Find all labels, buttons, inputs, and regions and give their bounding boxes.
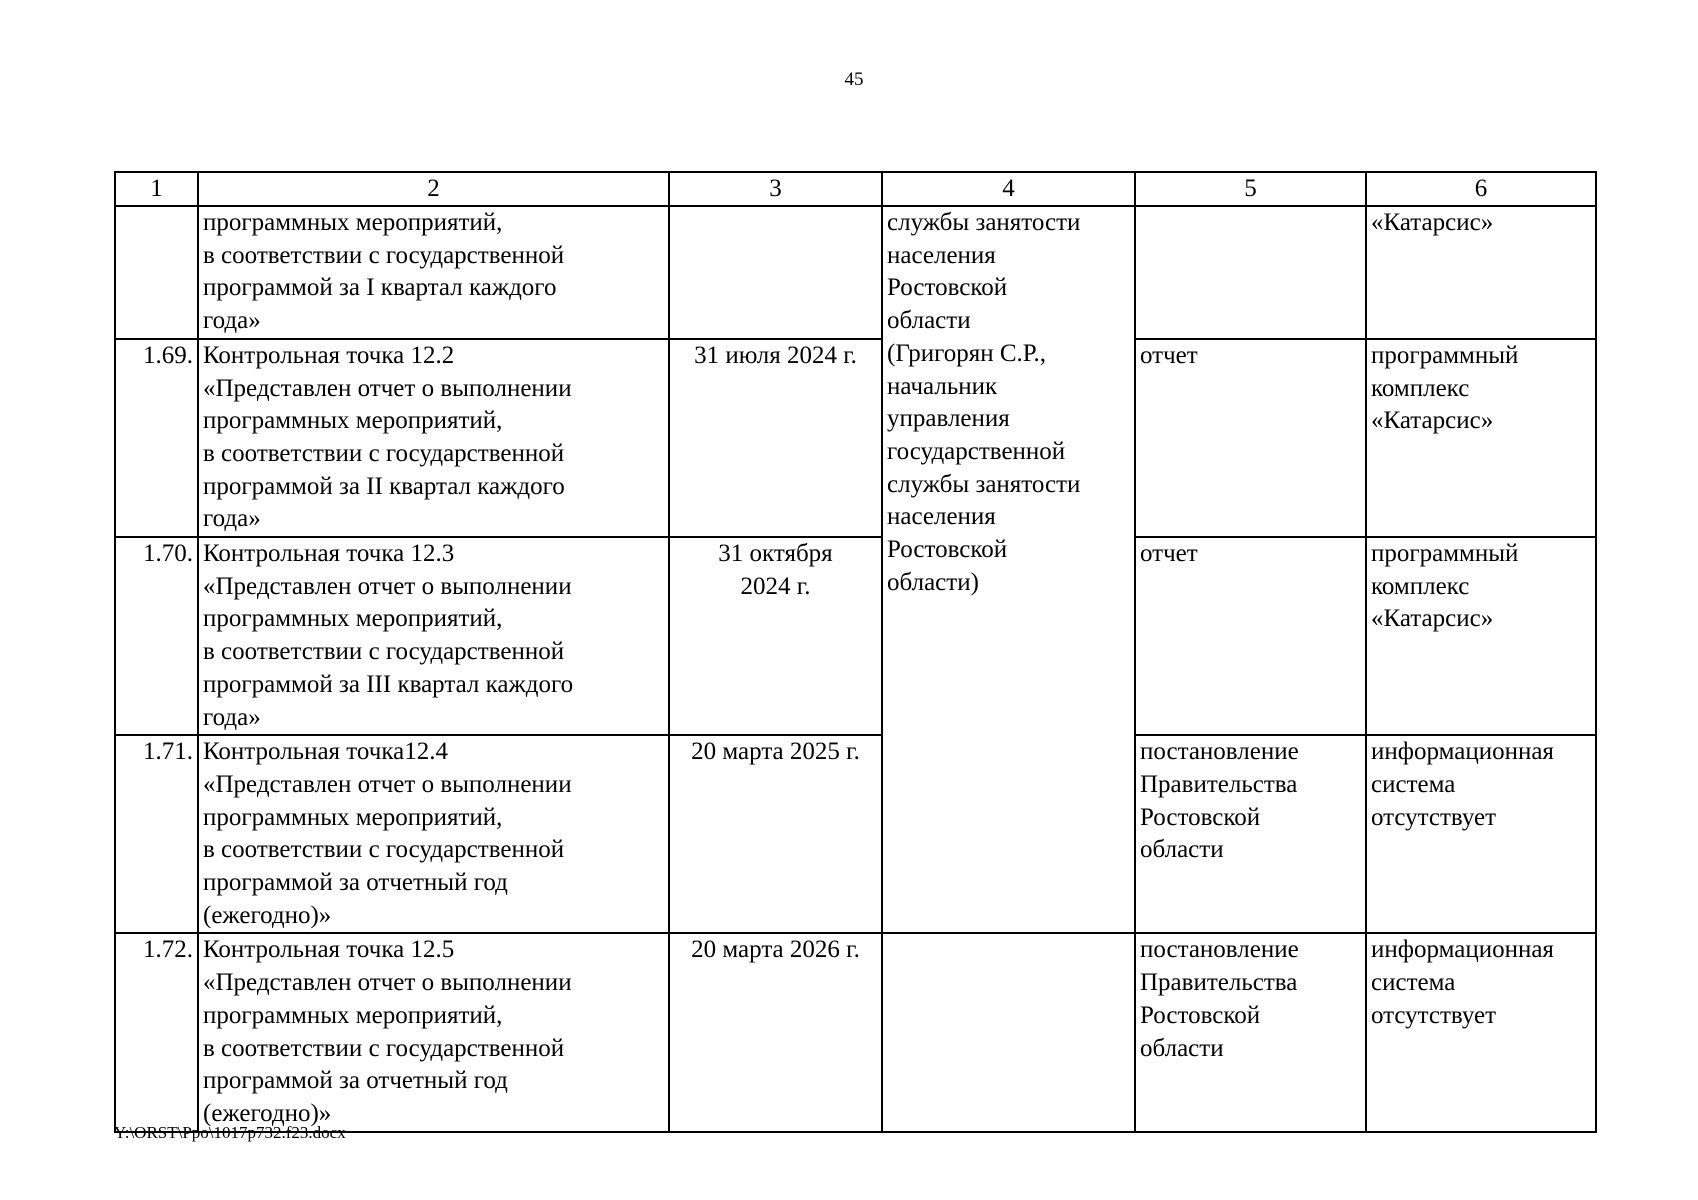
column-header: 3 xyxy=(669,172,882,206)
text-line: в соответствии с государственной xyxy=(203,439,565,467)
text-line: отчет xyxy=(1140,540,1198,568)
row-number-cell: 1.69. xyxy=(115,339,198,537)
text-line: комплекс xyxy=(1371,374,1470,402)
text-line: Ростовской xyxy=(887,536,1008,564)
information-system-cell xyxy=(1366,933,1596,1131)
row-number-cell xyxy=(115,206,198,339)
control-points-table xyxy=(114,171,1597,1133)
table-row xyxy=(115,735,1596,933)
text-line: Правительства xyxy=(1140,770,1298,798)
text-line: «Представлен отчет о выполнении xyxy=(203,770,572,798)
text-line: 2024 г. xyxy=(740,572,811,600)
date-cell xyxy=(669,933,882,1131)
information-system-cell xyxy=(1366,339,1596,537)
table-row xyxy=(115,339,1596,537)
text-line: 20 марта 2026 г. xyxy=(691,936,860,964)
text-line: программой за I квартал каждого xyxy=(203,274,557,302)
text-line: 31 октября xyxy=(718,540,833,568)
text-line: программой за II квартал каждого xyxy=(203,472,565,500)
text-line: 20 марта 2025 г. xyxy=(691,738,860,766)
event-description-cell xyxy=(198,933,669,1131)
page-number: 45 xyxy=(844,69,864,90)
row-number-cell: 1.72. xyxy=(115,933,198,1131)
date-cell xyxy=(669,537,882,735)
text-line: информационная xyxy=(1371,738,1554,766)
text-line: в соответствии с государственной xyxy=(203,638,565,666)
column-header: 1 xyxy=(115,172,198,206)
table-row xyxy=(115,206,1596,339)
event-description-cell xyxy=(198,735,669,933)
text-line: года» xyxy=(203,703,261,731)
text-line: населения xyxy=(887,241,996,269)
text-line: (ежегодно)» xyxy=(203,1099,332,1127)
row-number-cell: 1.70. xyxy=(115,537,198,735)
text-line: система xyxy=(1371,969,1456,997)
text-line: программных мероприятий, xyxy=(203,803,503,831)
text-line: «Катарсис» xyxy=(1371,605,1494,633)
text-line: области) xyxy=(887,568,979,596)
text-line: службы занятости xyxy=(887,470,1081,498)
document-type-cell xyxy=(1135,206,1366,339)
text-line: программой за III квартал каждого xyxy=(203,670,574,698)
text-line: области xyxy=(887,307,971,335)
date-cell xyxy=(669,735,882,933)
text-line: информационная xyxy=(1371,936,1554,964)
text-line: отсутствует xyxy=(1371,1001,1497,1029)
text-line: Ростовской xyxy=(1140,1001,1261,1029)
document-type-cell xyxy=(1135,339,1366,537)
document-type-cell xyxy=(1135,933,1366,1131)
text-line: области xyxy=(1140,1034,1224,1062)
information-system-cell xyxy=(1366,537,1596,735)
column-header: 4 xyxy=(882,172,1135,206)
text-line: Контрольная точка 12.5 xyxy=(203,936,455,964)
text-line: Контрольная точка12.4 xyxy=(203,738,448,766)
text-line: программой за отчетный год xyxy=(203,1067,508,1095)
column-header: 5 xyxy=(1135,172,1366,206)
text-line: 31 июля 2024 г. xyxy=(694,341,857,369)
text-line: области xyxy=(1140,836,1224,864)
document-type-cell xyxy=(1135,735,1366,933)
text-line: отчет xyxy=(1140,341,1198,369)
text-line: «Катарсис» xyxy=(1371,209,1494,236)
text-line: года» xyxy=(203,505,261,533)
text-line: Правительства xyxy=(1140,969,1298,997)
text-line: «Представлен отчет о выполнении xyxy=(203,374,572,402)
date-cell xyxy=(669,339,882,537)
text-line: отсутствует xyxy=(1371,803,1497,831)
table-row xyxy=(115,537,1596,735)
text-line: «Представлен отчет о выполнении xyxy=(203,969,572,997)
text-line: Ростовской xyxy=(1140,803,1261,831)
text-line: программный xyxy=(1371,341,1519,369)
text-line: службы занятости xyxy=(887,209,1081,236)
text-line: программой за отчетный год xyxy=(203,869,508,897)
column-header: 2 xyxy=(198,172,669,206)
text-line: (Григорян С.Р., xyxy=(887,339,1047,367)
text-line: «Представлен отчет о выполнении xyxy=(203,572,572,600)
text-line: в соответствии с государственной xyxy=(203,241,565,269)
text-line: Ростовской xyxy=(887,274,1008,302)
text-line: в соответствии с государственной xyxy=(203,1034,565,1062)
event-description-cell xyxy=(198,339,669,537)
text-line: населения xyxy=(887,503,996,531)
text-line: система xyxy=(1371,770,1456,798)
document-type-cell xyxy=(1135,537,1366,735)
footer-file-path: Y:\ORST\Ppo\1017p732.f23.docx xyxy=(114,1123,346,1142)
responsible-cell xyxy=(882,206,1135,933)
text-line: постановление xyxy=(1140,936,1299,964)
text-line: Контрольная точка 12.2 xyxy=(203,341,455,369)
row-number-cell: 1.71. xyxy=(115,735,198,933)
column-header: 6 xyxy=(1366,172,1596,206)
text-line: «Катарсис» xyxy=(1371,407,1494,435)
text-line: программных мероприятий, xyxy=(203,209,503,236)
text-line: в соответствии с государственной xyxy=(203,836,565,864)
event-description-cell xyxy=(198,206,669,339)
information-system-cell xyxy=(1366,206,1596,339)
text-line: (ежегодно)» xyxy=(203,901,332,929)
text-line: программный xyxy=(1371,540,1519,568)
text-line: программных мероприятий, xyxy=(203,407,503,435)
table-row xyxy=(115,933,1596,1131)
table-header-row xyxy=(115,172,1596,206)
text-line: постановление xyxy=(1140,738,1299,766)
text-line: начальник xyxy=(887,372,998,400)
information-system-cell xyxy=(1366,735,1596,933)
text-line: программных мероприятий, xyxy=(203,605,503,633)
responsible-cell xyxy=(882,933,1135,1131)
text-line: комплекс xyxy=(1371,572,1470,600)
text-line: Контрольная точка 12.3 xyxy=(203,540,455,568)
text-line: программных мероприятий, xyxy=(203,1001,503,1029)
date-cell xyxy=(669,206,882,339)
text-line: управления xyxy=(887,405,1010,433)
text-line: года» xyxy=(203,307,261,335)
text-line: государственной xyxy=(887,437,1066,465)
event-description-cell xyxy=(198,537,669,735)
